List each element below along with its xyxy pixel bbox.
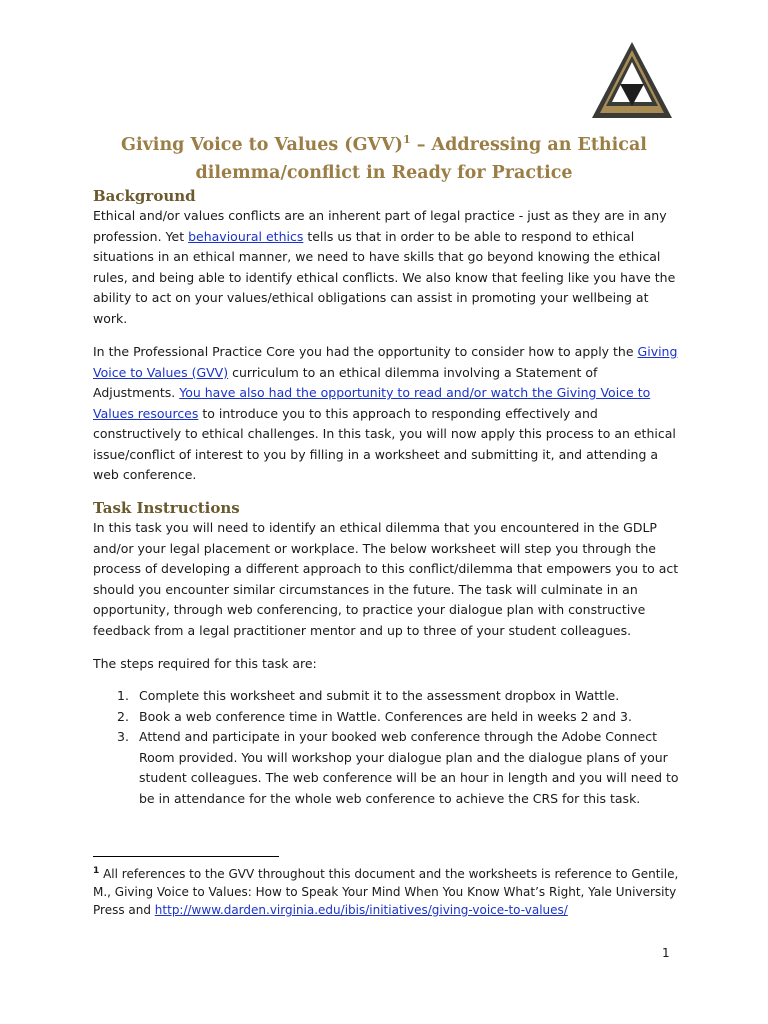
step-number: 3. <box>117 729 129 744</box>
background-p2-text-b: curriculum to an ethical dilemma involving a Statement of Adjustments. <box>93 364 598 400</box>
background-paragraph-2 <box>93 342 683 486</box>
title-line1-post: – Addressing an Ethical <box>410 134 647 155</box>
footnote-marker: 1 <box>93 866 100 876</box>
footnote <box>93 862 683 919</box>
step-number: 2. <box>117 708 129 724</box>
list-item <box>93 707 683 728</box>
triangle-logo-icon <box>590 40 674 120</box>
background-p2-text-c: to introduce you to this approach to responding effectively and constructively to ethical challenges. In this task, you will now apply this process to an ethical issue/conflict of interest to you by filling in a worksheet and submitting it, and attending a web conference. <box>93 405 676 482</box>
background-paragraph-1 <box>93 206 683 329</box>
step-text: Attend and participate in your booked web conference through the Adobe Connect Room provided. You will workshop your dialogue plan and the dialogue plans of your student colleagues. The web conference will be an hour in length and you will need to be in attendance for the whole web conference to achieve the CRS for this task. <box>139 729 679 806</box>
steps-list <box>93 686 683 809</box>
step-number: 1. <box>117 688 129 703</box>
behavioural-ethics-link[interactable]: behavioural ethics <box>188 228 304 244</box>
page-number: 1 <box>662 946 670 960</box>
background-p2-text-a: In the Professional Practice Core you had the opportunity to consider how to apply the <box>93 344 638 359</box>
task-instructions-heading: Task Instructions <box>93 499 240 517</box>
page-title <box>80 126 688 187</box>
background-heading: Background <box>93 187 196 205</box>
title-line2: dilemma/conflict in Ready for Practice <box>195 162 573 183</box>
background-p1-text-a: Ethical and/or values conflicts are an inherent part of legal practice - just as they are in any profession. Yet <box>93 208 667 244</box>
footnote-divider <box>93 856 279 857</box>
step-text: Book a web conference time in Wattle. Conferences are held in weeks 2 and 3. <box>139 708 632 724</box>
step-text: Complete this worksheet and submit it to the assessment dropbox in Wattle. <box>139 688 620 703</box>
list-item <box>93 686 683 707</box>
darden-link[interactable]: http://www.darden.virginia.edu/ibis/initiatives/giving-voice-to-values/ <box>154 903 568 917</box>
footnote-text: All references to the GVV throughout this document and the worksheets is reference to Gentile, M., Giving Voice to Values: How to Speak Your Mind When You Know What’s Right, Yale University Press and <box>93 867 679 917</box>
title-footnote-ref[interactable]: 1 <box>402 133 411 146</box>
title-line1-pre: Giving Voice to Values (GVV) <box>121 134 403 155</box>
gvv-resources-link[interactable]: You have also had the opportunity to read and/or watch the Giving Voice to Values resources <box>93 385 651 421</box>
gvv-curriculum-link[interactable]: Giving Voice to Values (GVV) <box>93 344 678 380</box>
background-p1-text-b: tells us that in order to be able to respond to ethical situations in an ethical manner, we need to have skills that go beyond knowing the ethical rules, and being able to identify ethical conflicts. We also know that feeling like you have the ability to act on your values/ethical obligations can assist in promoting your wellbeing at work. <box>93 228 676 326</box>
list-item <box>93 727 683 809</box>
task-paragraph: In this task you will need to identify an ethical dilemma that you encountered in the GDLP and/or your legal placement or workplace. The below worksheet will step you through the process of developing a different approach to this conflict/dilemma that empowers you to act should you encounter similar circumstances in the future. The task will culminate in an opportunity, through web conferencing, to practice your dialogue plan with constructive feedback from a legal practitioner mentor and up to three of your student colleagues. <box>93 520 679 638</box>
steps-intro: The steps required for this task are: <box>93 656 317 671</box>
